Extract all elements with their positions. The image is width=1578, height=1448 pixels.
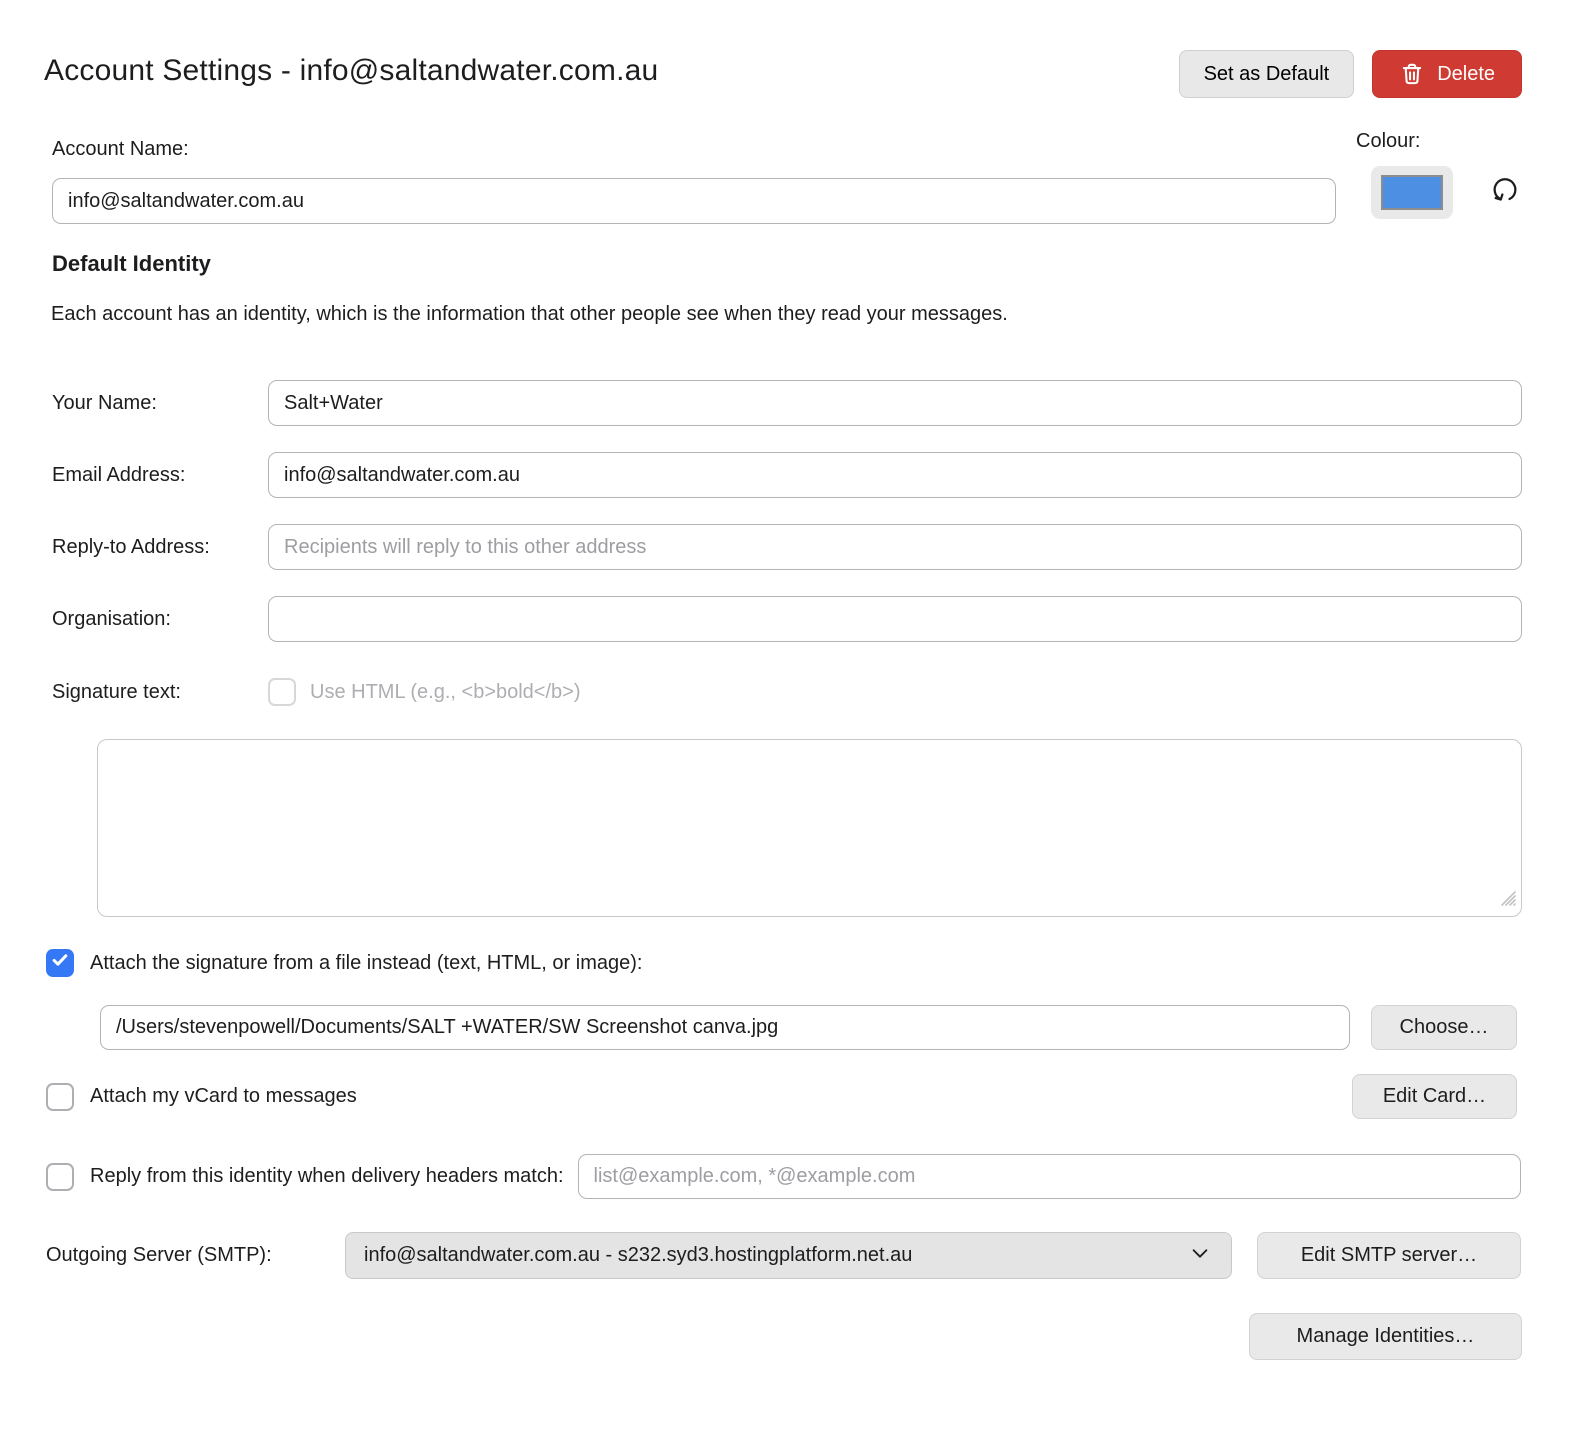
email-address-row [52, 452, 1522, 498]
vcard-label[interactable]: Attach my vCard to messages [90, 1085, 357, 1107]
signature-textarea-wrap [97, 739, 1522, 917]
smtp-label: Outgoing Server (SMTP): [46, 1244, 272, 1266]
reply-match-input[interactable] [578, 1154, 1521, 1199]
set-as-default-button[interactable]: Set as Default [1179, 50, 1355, 98]
reply-match-label[interactable]: Reply from this identity when delivery headers match: [90, 1165, 564, 1187]
trash-icon [1399, 61, 1425, 87]
your-name-input[interactable] [268, 380, 1522, 426]
smtp-row [46, 1232, 1521, 1279]
chevron-down-icon [1189, 1242, 1211, 1270]
page-title: Account Settings - info@saltandwater.com.au [44, 54, 659, 87]
replyto-address-input[interactable] [268, 524, 1522, 570]
vcard-row [46, 1074, 1517, 1119]
signature-textarea[interactable] [97, 739, 1522, 917]
delete-button[interactable] [1372, 50, 1522, 98]
your-name-row [52, 380, 1522, 426]
attach-signature-label[interactable]: Attach the signature from a file instead (text, HTML, or image): [90, 951, 643, 974]
organisation-label: Organisation: [52, 607, 171, 630]
signature-file-input[interactable] [100, 1005, 1350, 1050]
edit-card-button[interactable]: Edit Card… [1352, 1074, 1517, 1119]
replyto-address-label: Reply-to Address: [52, 535, 210, 558]
header-buttons [1179, 50, 1522, 98]
identity-form [0, 327, 1578, 706]
default-identity-heading: Default Identity [52, 251, 211, 276]
edit-smtp-server-button[interactable]: Edit SMTP server… [1257, 1232, 1521, 1279]
checkmark-icon [50, 950, 70, 976]
smtp-select[interactable] [345, 1232, 1232, 1279]
signature-file-row [100, 1005, 1517, 1050]
replyto-address-row [52, 524, 1522, 570]
delete-button-label: Delete [1437, 62, 1495, 85]
organisation-input[interactable] [268, 596, 1522, 642]
organisation-row [52, 596, 1522, 642]
email-address-label: Email Address: [52, 463, 186, 486]
identity-description: Each account has an identity, which is the information that other people see when they read your messages. [51, 303, 1008, 325]
resize-grip-icon[interactable] [1495, 885, 1517, 912]
colour-label: Colour: [1356, 130, 1421, 152]
manage-identities-row [0, 1313, 1522, 1360]
vcard-checkbox[interactable] [46, 1083, 74, 1111]
account-section [0, 98, 1578, 224]
use-html-label: Use HTML (e.g., <b>bold</b>) [310, 680, 581, 703]
reset-colour-icon[interactable] [1490, 174, 1520, 211]
reply-match-checkbox[interactable] [46, 1163, 74, 1191]
account-name-input[interactable] [52, 178, 1336, 224]
manage-identities-button[interactable]: Manage Identities… [1249, 1313, 1522, 1360]
signature-text-row [52, 678, 1522, 706]
account-name-label: Account Name: [52, 138, 189, 160]
signature-text-label: Signature text: [52, 680, 181, 703]
choose-button[interactable]: Choose… [1371, 1005, 1517, 1050]
email-address-input[interactable] [268, 452, 1522, 498]
colour-swatch-fill [1381, 175, 1443, 210]
attach-signature-checkbox[interactable] [46, 949, 74, 977]
attach-signature-row [0, 949, 1578, 977]
reply-match-row [46, 1154, 1521, 1199]
smtp-selected-value: info@saltandwater.com.au - s232.syd3.hostingplatform.net.au [364, 1244, 913, 1266]
colour-picker-button[interactable] [1371, 166, 1453, 219]
header [0, 0, 1578, 98]
use-html-checkbox[interactable] [268, 678, 296, 706]
your-name-label: Your Name: [52, 391, 157, 414]
